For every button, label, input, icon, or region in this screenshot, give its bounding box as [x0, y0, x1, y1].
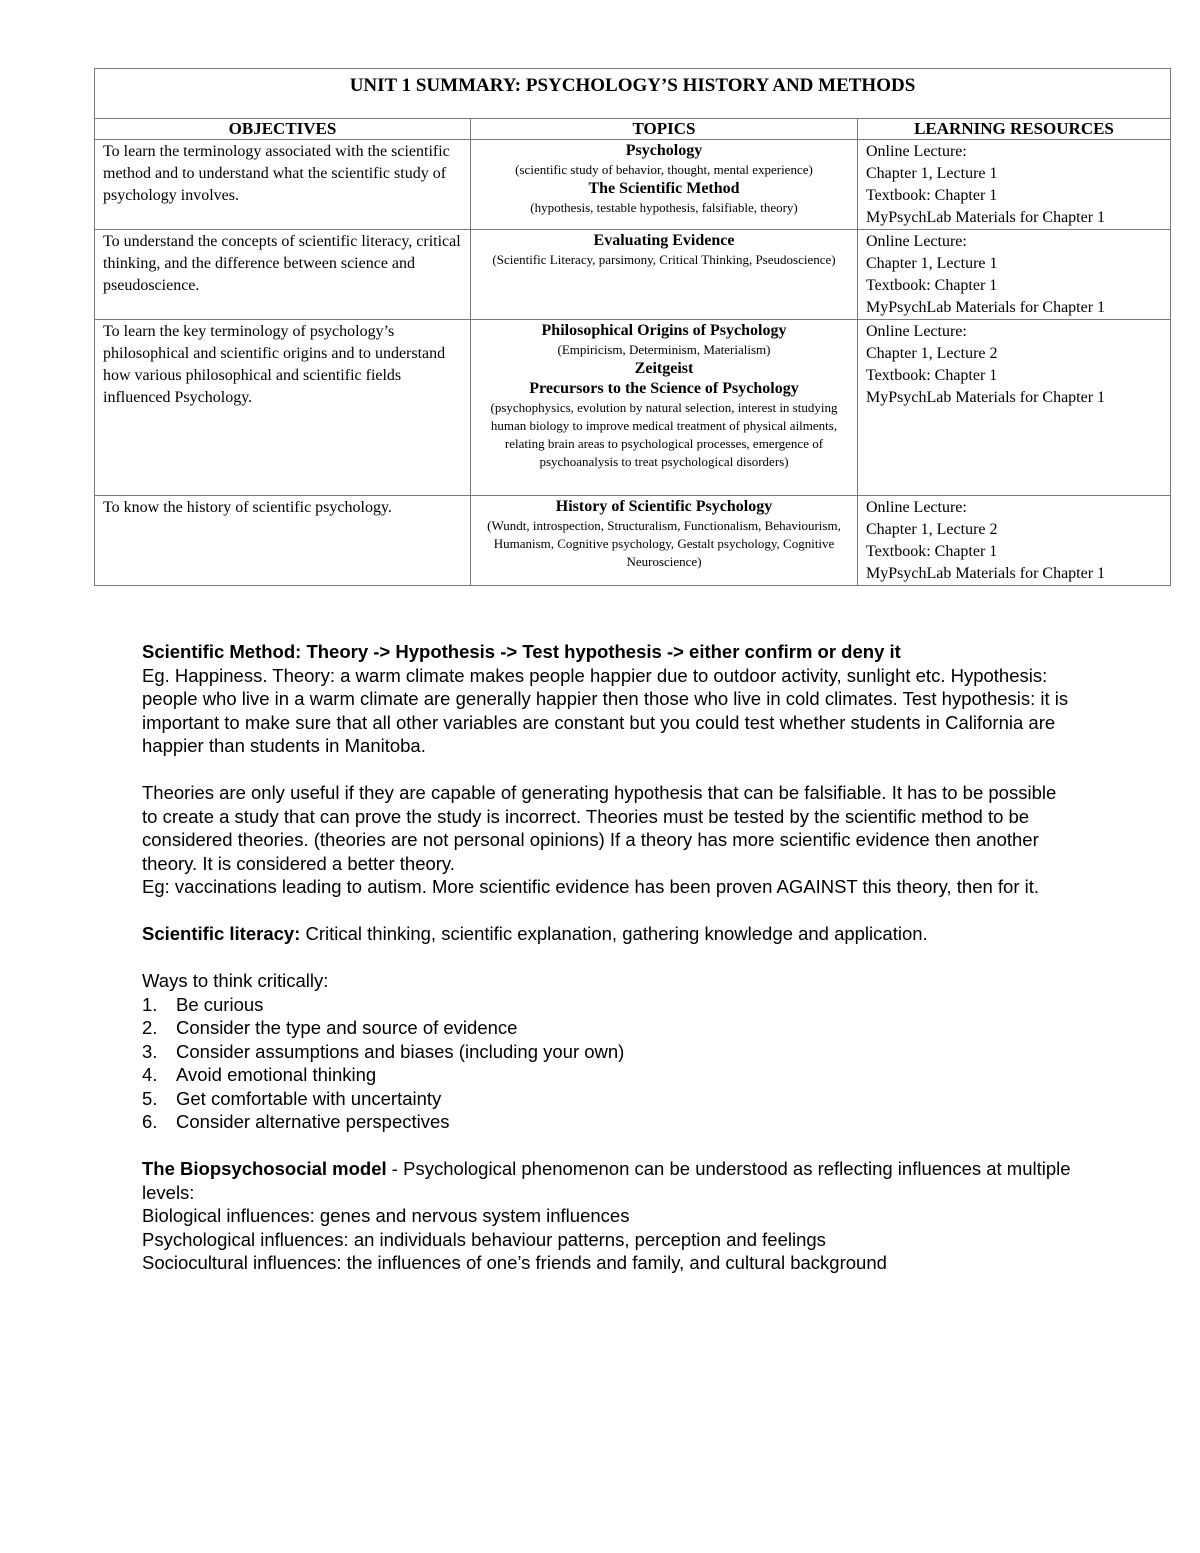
list-item	[142, 1016, 1072, 1040]
objective-cell: To understand the concepts of scientific literacy, critical thinking, and the difference between science and pseudoscience.	[95, 230, 471, 320]
resource-line: Online Lecture:	[866, 323, 967, 340]
list-item	[142, 1087, 1072, 1111]
resources-cell	[858, 496, 1171, 586]
biological-influences: Biological influences: genes and nervous system influences	[142, 1205, 630, 1226]
table-row	[95, 230, 1171, 320]
objective-cell: To learn the terminology associated with the scientific method and to understand what the scientific study of psychology involves.	[95, 140, 471, 230]
list-item	[142, 993, 1072, 1017]
topic-subtext: (Scientific Literacy, parsimony, Critical Thinking, Pseudoscience)	[492, 252, 836, 267]
resources-cell	[858, 320, 1171, 496]
theories-example: Eg: vaccinations leading to autism. More scientific evidence has been proven AGAINST this theory, then for it.	[142, 876, 1040, 897]
topic-title: Precursors to the Science of Psychology	[529, 380, 799, 397]
biopsychosocial-text: - Psychological phenomenon can be understood as reflecting influences at multiple levels:	[142, 1158, 1071, 1203]
sociocultural-influences: Sociocultural influences: the influences of one’s friends and family, and cultural background	[142, 1252, 887, 1273]
psychological-influences: Psychological influences: an individuals behaviour patterns, perception and feelings	[142, 1228, 826, 1250]
scientific-literacy-text: Critical thinking, scientific explanation, gathering knowledge and application.	[300, 923, 928, 944]
resource-line: MyPsychLab Materials for Chapter 1	[866, 565, 1106, 582]
resource-line: Online Lecture:	[866, 233, 967, 250]
list-item	[142, 1063, 1072, 1087]
topic-subtext: (Empiricism, Determinism, Materialism)	[557, 342, 771, 357]
topic-title: History of Scientific Psychology	[555, 498, 773, 515]
topic-subtext: (psychophysics, evolution by natural selection, interest in studying human biology to improve medical treatment of physical ailments, relating brain areas to psychological processes, emergence of psychoanalysis to treat psychological disorders)	[490, 400, 838, 469]
scientific-method-example: Eg. Happiness. Theory: a warm climate makes people happier due to outdoor activity, sunlight etc. Hypothesis: people who live in a warm climate are generally happier then those who live in cold climates. Test hypothesis: it is important to make sure that all other variables are constant but you could test whether students in California are happier than students in Manitoba.	[142, 664, 1069, 756]
critical-thinking-intro: Ways to think critically:	[142, 970, 329, 991]
biopsychosocial-paragraph	[142, 1157, 1072, 1204]
resource-line: MyPsychLab Materials for Chapter 1	[866, 299, 1106, 316]
objective-cell: To know the history of scientific psychology.	[95, 496, 471, 586]
scientific-method-heading: Scientific Method: Theory -> Hypothesis -> Test hypothesis -> either confirm or deny it	[142, 641, 901, 662]
table-title: UNIT 1 SUMMARY: PSYCHOLOGY’S HISTORY AND METHODS	[95, 69, 1171, 119]
list-text: Consider alternative perspectives	[176, 1111, 450, 1132]
topic-title: Philosophical Origins of Psychology	[541, 322, 787, 339]
topic-subtext: (hypothesis, testable hypothesis, falsifiable, theory)	[530, 200, 798, 215]
list-text: Be curious	[176, 993, 264, 1015]
list-text: Consider the type and source of evidence	[176, 1017, 518, 1038]
resource-line: Textbook: Chapter 1	[866, 277, 998, 294]
list-number: 4.	[142, 1064, 158, 1085]
summary-table	[94, 68, 1171, 586]
resource-line: Chapter 1, Lecture 2	[866, 345, 998, 362]
topic-title: Evaluating Evidence	[593, 232, 735, 249]
resource-line: Textbook: Chapter 1	[866, 367, 998, 384]
resource-line: Online Lecture:	[866, 499, 967, 516]
header-objectives: OBJECTIVES	[95, 119, 471, 140]
topics-cell	[471, 230, 858, 320]
list-text: Avoid emotional thinking	[176, 1064, 377, 1085]
topic-title: Zeitgeist	[634, 360, 694, 377]
table-row	[95, 320, 1171, 496]
resources-cell	[858, 140, 1171, 230]
resource-line: Textbook: Chapter 1	[866, 543, 998, 560]
list-text: Get comfortable with uncertainty	[176, 1087, 442, 1109]
topics-cell	[471, 496, 858, 586]
resource-line: Chapter 1, Lecture 2	[866, 521, 998, 538]
topic-subtext: (scientific study of behavior, thought, mental experience)	[515, 162, 813, 177]
resource-line: Chapter 1, Lecture 1	[866, 255, 998, 272]
resource-line: MyPsychLab Materials for Chapter 1	[866, 389, 1106, 406]
topics-cell	[471, 140, 858, 230]
resource-line: Online Lecture:	[866, 143, 967, 160]
scientific-literacy-label: Scientific literacy:	[142, 923, 301, 944]
list-number: 5.	[142, 1087, 158, 1109]
topic-subtext: (Wundt, introspection, Structuralism, Functionalism, Behaviourism, Humanism, Cognitive psychology, Gestalt psychology, Cognitive Neuroscience)	[487, 518, 841, 569]
scientific-literacy-paragraph	[142, 922, 1072, 946]
topic-title: The Scientific Method	[588, 180, 740, 197]
list-number: 1.	[142, 993, 158, 1015]
resource-line: Chapter 1, Lecture 1	[866, 165, 998, 182]
objective-cell: To learn the key terminology of psychology’s philosophical and scientific origins and to understand how various philosophical and scientific fields influenced Psychology.	[95, 320, 471, 496]
list-number: 3.	[142, 1040, 158, 1062]
theories-paragraph: Theories are only useful if they are capable of generating hypothesis that can be falsifiable. It has to be possible to create a study that can prove the study is incorrect. Theories must be tested by the scientific method to be considered theories. (theories are not personal opinions) If a theory has more scientific evidence then another theory. It is considered a better theory.	[142, 782, 1057, 874]
biopsychosocial-label: The Biopsychosocial model	[142, 1158, 387, 1179]
table-row	[95, 140, 1171, 230]
header-topics: TOPICS	[471, 119, 858, 140]
critical-thinking-list	[142, 993, 1072, 1134]
topic-title: Psychology	[625, 142, 703, 159]
resource-line: MyPsychLab Materials for Chapter 1	[866, 209, 1106, 226]
resources-cell	[858, 230, 1171, 320]
notes-section	[142, 640, 1072, 1275]
header-learning-resources: LEARNING RESOURCES	[858, 119, 1171, 140]
list-number: 6.	[142, 1111, 158, 1132]
table-row	[95, 496, 1171, 586]
list-number: 2.	[142, 1017, 158, 1038]
list-item	[142, 1110, 1072, 1134]
topics-cell	[471, 320, 858, 496]
list-item	[142, 1040, 1072, 1064]
resource-line: Textbook: Chapter 1	[866, 187, 998, 204]
list-text: Consider assumptions and biases (including your own)	[176, 1040, 625, 1062]
